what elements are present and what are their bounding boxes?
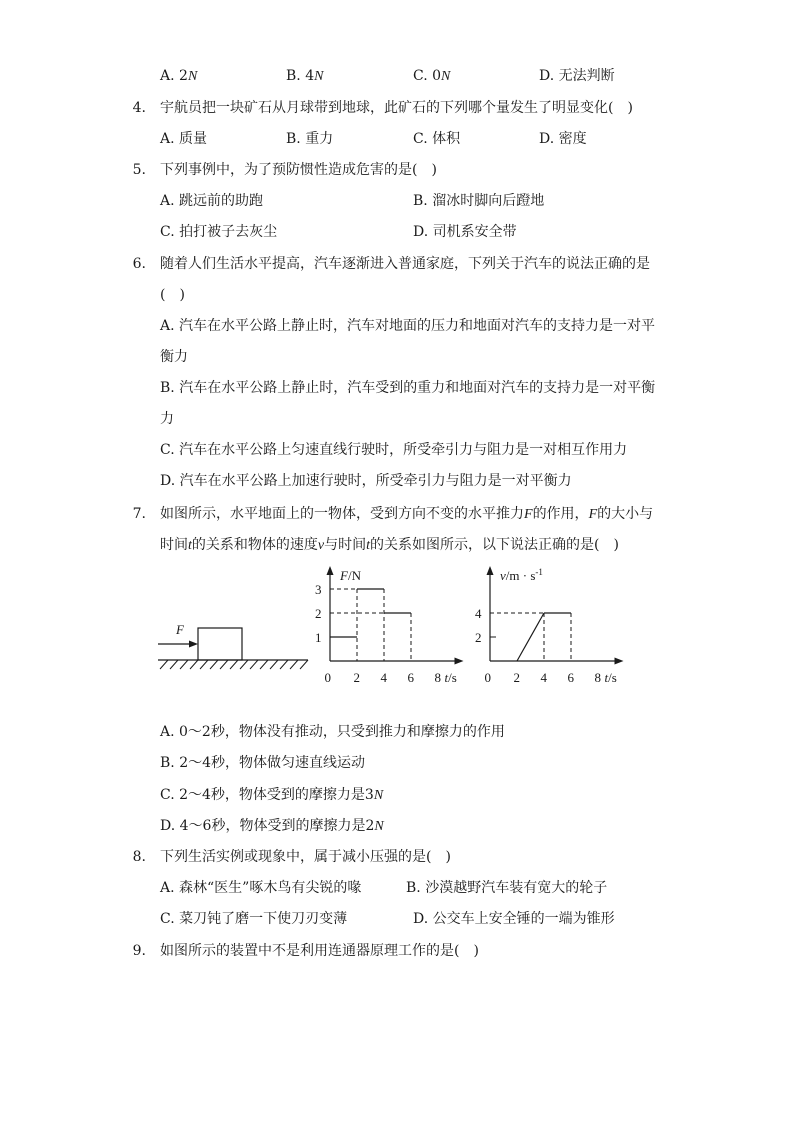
f-chart-y-tick-label: 2 xyxy=(315,606,322,621)
q4-option-a: A. 质量 xyxy=(160,131,208,147)
block-on-ground-figure xyxy=(150,615,315,675)
q7-stem-line1: 如图所示，水平地面上的一物体，受到方向不变的水平推力F的作用，F的大小与 xyxy=(160,506,654,522)
q8-number: 8. xyxy=(132,849,146,865)
f-chart-y-tick-label: 3 xyxy=(315,582,322,597)
q4-option-c: C. 体积 xyxy=(413,131,461,147)
q6-option-a-line1: A. 汽车在水平公路上静止时，汽车对地面的压力和地面对汽车的支持力是一对平 xyxy=(160,318,656,334)
q9-stem: 如图所示的装置中不是利用连通器原理工作的是( ) xyxy=(160,943,479,959)
v-chart-x-axis-arrow xyxy=(615,658,624,665)
q7-option-a: A. 0～2秒，物体没有推动，只受到推力和摩擦力的作用 xyxy=(160,724,505,740)
q8-option-d: D. 公交车上安全锤的一端为锥形 xyxy=(413,911,615,927)
f-chart-x-tick-label: 2 xyxy=(353,670,360,685)
force-time-chart xyxy=(312,560,477,690)
q5-option-c: C. 拍打被子去灰尘 xyxy=(160,224,278,240)
q6-stem-line2: ( ) xyxy=(160,287,185,303)
f-chart-x-label: t/s xyxy=(444,670,457,685)
v-chart-series-segment xyxy=(517,613,544,661)
v-chart-y-tick-label: 2 xyxy=(475,630,482,645)
q7-stem-line2: 时间t的关系和物体的速度v与时间t的关系如图所示，以下说法正确的是( ) xyxy=(160,537,619,553)
f-chart-y-axis-arrow xyxy=(327,566,334,575)
f-chart-x-axis-arrow xyxy=(455,658,464,665)
f-chart-y-label: F/N xyxy=(340,568,361,583)
q4-number: 4. xyxy=(132,100,146,116)
v-chart-x-label: t/s xyxy=(604,670,617,685)
v-chart-y-label: $v/m \cdot s^{-1}$ xyxy=(500,567,543,583)
q3-option-c: C. 0N xyxy=(413,68,451,84)
q4-option-d: D. 密度 xyxy=(539,131,587,147)
v-chart-x-tick-label: 2 xyxy=(513,670,520,685)
q5-option-b: B. 溜冰时脚向后蹬地 xyxy=(413,193,545,209)
q9-number: 9. xyxy=(132,943,146,959)
q6-stem-line1: 随着人们生活水平提高，汽车逐渐进入普通家庭，下列关于汽车的说法正确的是 xyxy=(160,256,650,272)
force-label: F xyxy=(176,622,184,637)
f-chart-x-tick-label: 0 xyxy=(324,670,331,685)
q5-stem: 下列事例中，为了预防惯性造成危害的是( ) xyxy=(160,162,437,178)
v-chart-x-tick-label: 4 xyxy=(540,670,547,685)
q6-option-a-line2: 衡力 xyxy=(160,349,188,365)
v-chart-y-axis-arrow xyxy=(487,566,494,575)
q3-option-b: B. 4N xyxy=(286,68,324,84)
q6-option-c: C. 汽车在水平公路上匀速直线行驶时，所受牵引力与阻力是一对相互作用力 xyxy=(160,442,628,458)
velocity-time-chart xyxy=(472,560,637,690)
f-chart-x-tick-label: 4 xyxy=(380,670,387,685)
force-arrow-head xyxy=(189,641,198,648)
q6-option-b-line1: B. 汽车在水平公路上静止时，汽车受到的重力和地面对汽车的支持力是一对平衡 xyxy=(160,380,656,396)
q6-option-d: D. 汽车在水平公路上加速行驶时，所受牵引力与阻力是一对平衡力 xyxy=(160,473,572,489)
q8-option-c: C. 菜刀钝了磨一下使刀刃变薄 xyxy=(160,911,348,927)
v-chart-x-tick-label: 8 xyxy=(594,670,601,685)
q6-number: 6. xyxy=(132,256,146,272)
f-chart-x-tick-label: 8 xyxy=(434,670,441,685)
v-chart-y-tick-label: 4 xyxy=(475,606,482,621)
f-chart-x-tick-label: 6 xyxy=(407,670,414,685)
q5-option-d: D. 司机系安全带 xyxy=(413,224,517,240)
q3-option-a: A. 2N xyxy=(160,68,198,84)
q7-option-c: C. 2～4秒，物体受到的摩擦力是3N xyxy=(160,787,384,803)
f-chart-y-tick-label: 1 xyxy=(315,630,322,645)
q4-option-b: B. 重力 xyxy=(286,131,334,147)
ground-hatching xyxy=(160,660,308,669)
v-chart-x-tick-label: 6 xyxy=(567,670,574,685)
q7-number: 7. xyxy=(132,506,146,522)
q4-stem: 宇航员把一块矿石从月球带到地球，此矿石的下列哪个量发生了明显变化( ) xyxy=(160,100,633,116)
block xyxy=(198,628,242,660)
q8-option-a: A. 森林“医生”啄木鸟有尖锐的喙 xyxy=(160,880,362,896)
q3-option-d: D. 无法判断 xyxy=(539,68,615,84)
q8-stem: 下列生活实例或现象中，属于减小压强的是( ) xyxy=(160,849,451,865)
q7-option-b: B. 2～4秒，物体做匀速直线运动 xyxy=(160,755,366,771)
q5-number: 5. xyxy=(132,162,146,178)
q8-option-b: B. 沙漠越野汽车装有宽大的轮子 xyxy=(406,880,608,896)
q6-option-b-line2: 力 xyxy=(160,411,174,427)
q5-option-a: A. 跳远前的助跑 xyxy=(160,193,264,209)
v-chart-x-tick-label: 0 xyxy=(484,670,491,685)
q7-option-d: D. 4～6秒，物体受到的摩擦力是2N xyxy=(160,818,384,834)
